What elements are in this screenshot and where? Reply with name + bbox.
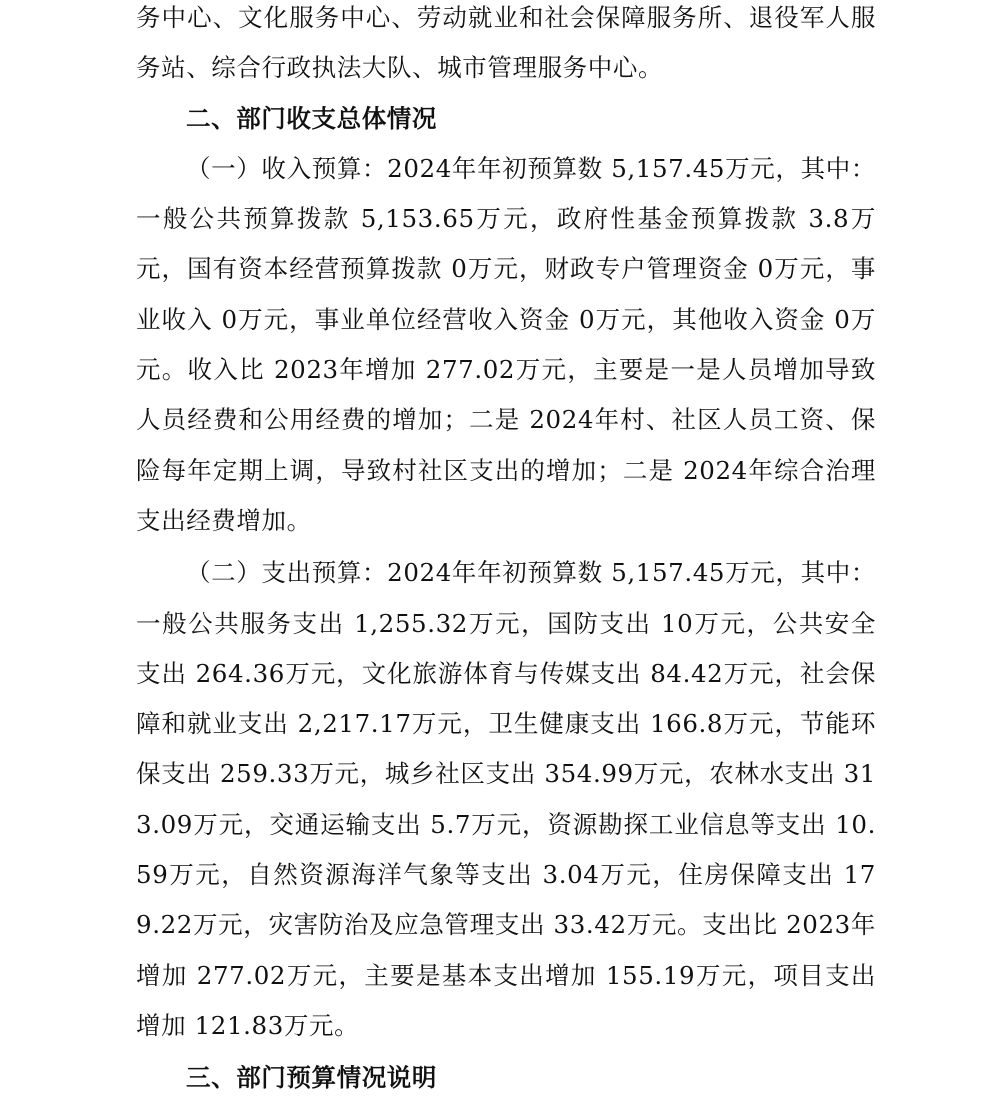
expense-budget-paragraph xyxy=(136,548,876,1051)
expense-budget-text: 2024年年初预算数 5,157.45万元，其中：一般公共服务支出 1,255.32万元，国防支出 10万元，公共安全支出 264.36万元，文化旅游体育与传媒支出 84.42万元，社会保障和就业支出 2,217.17万元，卫生健康支出 166.8万元，节能环保支出 259.33万元，城乡社区支出 354.99万元，农林水支出 313.09万元，交通运输支出 5.7万元，资源勘探工业信息等支出 10.59万元，自然资源海洋气象等支出 3.04万元，住房保障支出 179.22万元，灾害防治及应急管理支出 33.42万元。支出比 2023年增加 277.02万元，主要是基本支出增加 155.19万元，项目支出增加 121.83万元。 xyxy=(136,558,876,1040)
section-heading-overview: 二、部门收支总体情况 xyxy=(186,103,437,133)
intro-paragraph: 务中心、文化服务中心、劳动就业和社会保障服务所、退役军人服务站、综合行政执法大队、城市管理服务中心。 xyxy=(136,3,876,83)
document-page xyxy=(136,0,876,1104)
expense-budget-label: （二）支出预算： xyxy=(186,558,388,588)
section-heading-budget-explanation: 三、部门预算情况说明 xyxy=(186,1063,437,1093)
income-budget-label: （一）收入预算： xyxy=(186,153,388,183)
income-budget-paragraph xyxy=(136,144,876,546)
income-budget-text: 2024年年初预算数 5,157.45万元，其中：一般公共预算拨款 5,153.65万元，政府性基金预算拨款 3.8万元，国有资本经营预算拨款 0万元，财政专户管理资金 0万元，事业收入 0万元，事业单位经营收入资金 0万元，其他收入资金 0万元。收入比 2023年增加 277.02万元，主要是一是人员增加导致人员经费和公用经费的增加；二是 2024年村、社区人员工资、保险每年定期上调，导致村社区支出的增加；二是 2024年综合治理支出经费增加。 xyxy=(136,153,876,535)
